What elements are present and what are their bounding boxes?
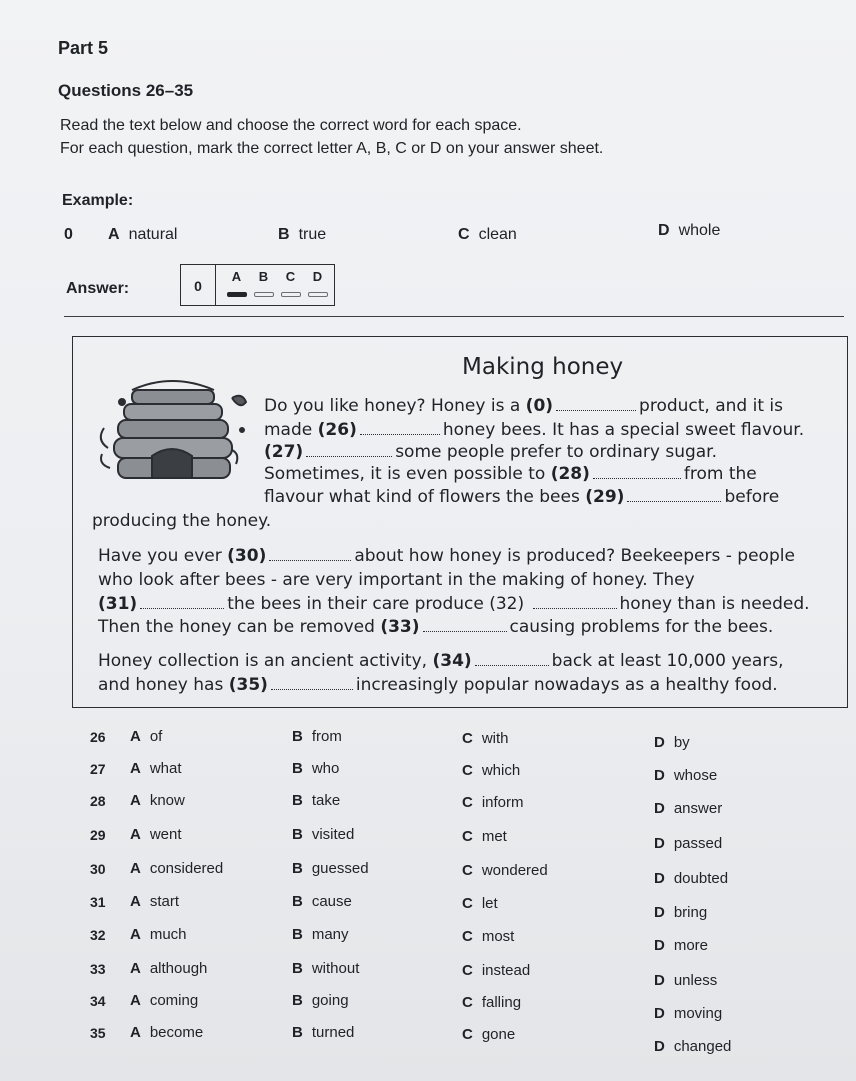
option-d (654, 904, 707, 921)
option-word: cause (311, 893, 352, 910)
text: about how honey is produced? Beekeepers - people (354, 546, 795, 566)
gap-blank (593, 477, 681, 479)
option-c (462, 762, 520, 779)
question-number: 33 (90, 961, 106, 977)
question-number: 31 (90, 894, 106, 910)
option-letter: A (130, 992, 141, 1009)
gap-number: (35) (228, 675, 268, 695)
option-letter: C (462, 928, 473, 945)
option-word: instead (481, 962, 531, 979)
option-letter: C (462, 828, 473, 845)
text: Sometimes, it is even possible to (264, 464, 551, 484)
option-b (292, 760, 339, 777)
example-number: 0 (64, 226, 73, 243)
gap-blank (140, 607, 224, 609)
option-word: more (673, 937, 709, 954)
option-letter: B (292, 893, 303, 910)
option-letter: D (654, 937, 665, 954)
option-letter: B (292, 992, 303, 1009)
option-letter: B (292, 1024, 303, 1041)
option-word: coming (149, 992, 199, 1009)
option-letter: D (654, 972, 665, 989)
text: made (264, 420, 318, 440)
option-letter: A (130, 893, 141, 910)
option-letter: D (654, 1005, 665, 1022)
gap-blank (269, 559, 351, 561)
instruction-line-2: For each question, mark the correct letter A, B, C or D on your answer sheet. (60, 140, 604, 157)
answer-letter-b: B (258, 269, 269, 284)
passage-line (264, 420, 804, 440)
question-number: 34 (90, 993, 106, 1009)
option-word: natural (128, 226, 178, 243)
text: flavour what kind of flowers the bees (264, 487, 586, 507)
option-letter: A (108, 226, 120, 243)
gap-blank (627, 500, 721, 502)
gap-blank (475, 664, 549, 666)
option-word: by (673, 734, 690, 751)
option-letter: C (462, 994, 473, 1011)
option-c (462, 794, 524, 811)
gap-blank (306, 455, 392, 457)
option-d (654, 1005, 722, 1022)
option-word: went (149, 826, 182, 843)
passage-line (264, 396, 783, 416)
option-word: much (149, 926, 187, 943)
option-word: who (311, 760, 340, 777)
option-letter: C (462, 794, 473, 811)
option-b (292, 860, 369, 877)
text: causing problems for the bees. (509, 617, 774, 637)
question-number: 27 (90, 761, 106, 777)
option-letter: B (292, 960, 303, 977)
question-number: 28 (90, 793, 106, 809)
option-b (292, 1024, 354, 1041)
option-b (292, 893, 352, 910)
text: increasingly popular nowadays as a healthy food. (355, 675, 778, 695)
option-c (462, 730, 509, 747)
option-letter: B (292, 926, 303, 943)
option-a (130, 992, 198, 1009)
gap-number: (33) (380, 617, 420, 637)
option-letter: B (292, 760, 303, 777)
option-word: met (481, 828, 507, 845)
option-a (130, 760, 182, 777)
option-word: passed (673, 835, 723, 852)
option-letter: D (654, 904, 665, 921)
option-letter: D (654, 1038, 665, 1055)
option-word: guessed (311, 860, 369, 877)
passage-title: Making honey (462, 354, 624, 380)
option-letter: D (654, 870, 665, 887)
option-word: become (149, 1024, 204, 1041)
option-a (130, 728, 162, 745)
option-word: moving (673, 1005, 723, 1022)
passage-line (264, 487, 779, 507)
text: producing the honey. (92, 511, 272, 531)
example-option-b (278, 226, 326, 244)
text: Then the honey can be removed (98, 617, 381, 637)
option-a (130, 860, 223, 877)
option-word: gone (481, 1026, 516, 1043)
question-number: 35 (90, 1025, 106, 1041)
option-letter: A (130, 760, 141, 777)
example-option-c (458, 226, 517, 244)
option-word: considered (149, 860, 224, 877)
option-word: what (149, 760, 182, 777)
option-word: without (311, 960, 360, 977)
option-letter: C (462, 1026, 473, 1043)
answer-bubble-a-filled (227, 292, 247, 297)
option-letter: C (462, 730, 473, 747)
option-d (654, 972, 717, 989)
text: Honey collection is an ancient activity, (98, 651, 433, 671)
option-b (292, 960, 359, 977)
text: from the (683, 464, 757, 484)
option-a (130, 893, 179, 910)
answer-letter-d: D (312, 269, 323, 284)
option-word: know (149, 792, 185, 809)
option-a (130, 926, 187, 943)
passage-line (98, 570, 695, 590)
answer-letter-a: A (231, 269, 242, 284)
questions-title: Questions 26–35 (58, 81, 194, 100)
answer-bubble-c (281, 292, 301, 297)
gap-number: (28) (550, 464, 590, 484)
option-letter: B (292, 860, 303, 877)
option-word: inform (481, 794, 524, 811)
option-word: most (481, 928, 515, 945)
text: honey bees. It has a special sweet flavour. (442, 420, 805, 440)
option-letter: A (130, 792, 141, 809)
answer-letter-c: C (285, 269, 296, 284)
option-letter: C (462, 895, 473, 912)
option-c (462, 928, 514, 945)
option-letter: C (462, 962, 473, 979)
option-a (130, 960, 207, 977)
option-letter: A (130, 1024, 141, 1041)
option-word: take (311, 792, 341, 809)
text: some people prefer to ordinary sugar. (395, 442, 718, 462)
option-letter: D (658, 222, 670, 239)
option-letter: C (462, 862, 473, 879)
text: Do you like honey? Honey is a (264, 396, 526, 416)
question-number: 32 (90, 927, 106, 943)
gap-number: (29) (585, 487, 625, 507)
option-word: whose (673, 767, 718, 784)
text: honey than is needed. (619, 594, 810, 614)
gap-blank (533, 607, 617, 609)
option-letter: B (292, 792, 303, 809)
option-letter: A (130, 960, 141, 977)
option-word: turned (311, 1024, 355, 1041)
text: who look after bees - are very important in the making of honey. They (98, 570, 695, 590)
option-d (654, 937, 708, 954)
passage-line (98, 617, 773, 637)
text: and honey has (98, 675, 229, 695)
option-letter: C (462, 762, 473, 779)
text: back at least 10,000 years, (551, 651, 784, 671)
gap-blank (360, 433, 440, 435)
beehive-illustration (92, 368, 252, 486)
option-c (462, 1026, 515, 1043)
option-d (654, 870, 728, 887)
text: product, and it is (639, 396, 783, 416)
question-number: 30 (90, 861, 106, 877)
option-word: from (311, 728, 342, 745)
option-letter: A (130, 728, 141, 745)
option-d (654, 1038, 731, 1055)
answer-sheet-box (180, 264, 335, 306)
option-word: start (149, 893, 180, 910)
answer-bubble-d (308, 292, 328, 297)
option-word: changed (673, 1038, 732, 1055)
option-c (462, 994, 521, 1011)
example-option-a (108, 226, 177, 244)
option-b (292, 826, 354, 843)
gap-blank (271, 688, 353, 690)
option-c (462, 828, 507, 845)
option-a (130, 1024, 203, 1041)
option-d (654, 835, 722, 852)
gap-number: (34) (432, 651, 472, 671)
option-word: unless (673, 972, 718, 989)
option-word: with (481, 730, 509, 747)
option-a (130, 792, 185, 809)
passage-line (98, 546, 795, 566)
passage-line (98, 594, 810, 614)
passage-line (98, 675, 778, 695)
instruction-line-1: Read the text below and choose the correct word for each space. (60, 117, 522, 134)
passage-line (264, 464, 757, 484)
option-a (130, 826, 182, 843)
option-letter: A (130, 860, 141, 877)
option-c (462, 895, 498, 912)
option-word: although (149, 960, 208, 977)
option-letter: B (278, 226, 290, 243)
question-number: 26 (90, 729, 106, 745)
option-word: doubted (673, 870, 729, 887)
text: Have you ever (98, 546, 228, 566)
option-word: wondered (481, 862, 548, 879)
question-number: 29 (90, 827, 106, 843)
option-letter: A (130, 826, 141, 843)
option-word: whole (678, 222, 721, 239)
option-d (654, 767, 717, 784)
option-word: true (298, 226, 327, 243)
option-letter: A (130, 926, 141, 943)
option-word: answer (673, 800, 723, 817)
option-letter: D (654, 835, 665, 852)
gap-number: (31) (98, 594, 138, 614)
gap-number: (0) (525, 396, 554, 416)
option-b (292, 728, 342, 745)
option-b (292, 992, 349, 1009)
option-word: visited (311, 826, 355, 843)
option-b (292, 792, 340, 809)
passage-line (98, 651, 784, 671)
option-letter: B (292, 826, 303, 843)
text: the bees in their care produce (32) (227, 594, 530, 614)
passage-line (92, 511, 271, 531)
answer-bubble-b (254, 292, 274, 297)
option-letter: C (458, 226, 470, 243)
option-d (654, 800, 722, 817)
answer-letters (223, 269, 331, 284)
option-c (462, 862, 548, 879)
option-word: let (481, 895, 498, 912)
gap-number: (30) (227, 546, 267, 566)
option-letter: D (654, 800, 665, 817)
option-letter: B (292, 728, 303, 745)
option-word: many (311, 926, 349, 943)
gap-blank (423, 630, 507, 632)
text: before (724, 487, 780, 507)
passage-line (264, 442, 717, 462)
option-word: bring (673, 904, 708, 921)
option-d (654, 734, 690, 751)
option-word: going (311, 992, 349, 1009)
option-letter: D (654, 734, 665, 751)
option-word: which (481, 762, 521, 779)
gap-number: (27) (264, 442, 304, 462)
option-word: clean (478, 226, 517, 243)
option-c (462, 962, 530, 979)
example-label: Example: (62, 192, 134, 209)
gap-number: (26) (317, 420, 357, 440)
option-word: falling (481, 994, 522, 1011)
answer-label: Answer: (66, 280, 130, 297)
option-letter: D (654, 767, 665, 784)
gap-blank (556, 409, 636, 411)
part-title: Part 5 (58, 38, 109, 58)
divider-line (64, 316, 844, 317)
example-option-d (658, 222, 720, 240)
answer-number: 0 (181, 265, 216, 305)
option-word: of (149, 728, 163, 745)
option-b (292, 926, 349, 943)
